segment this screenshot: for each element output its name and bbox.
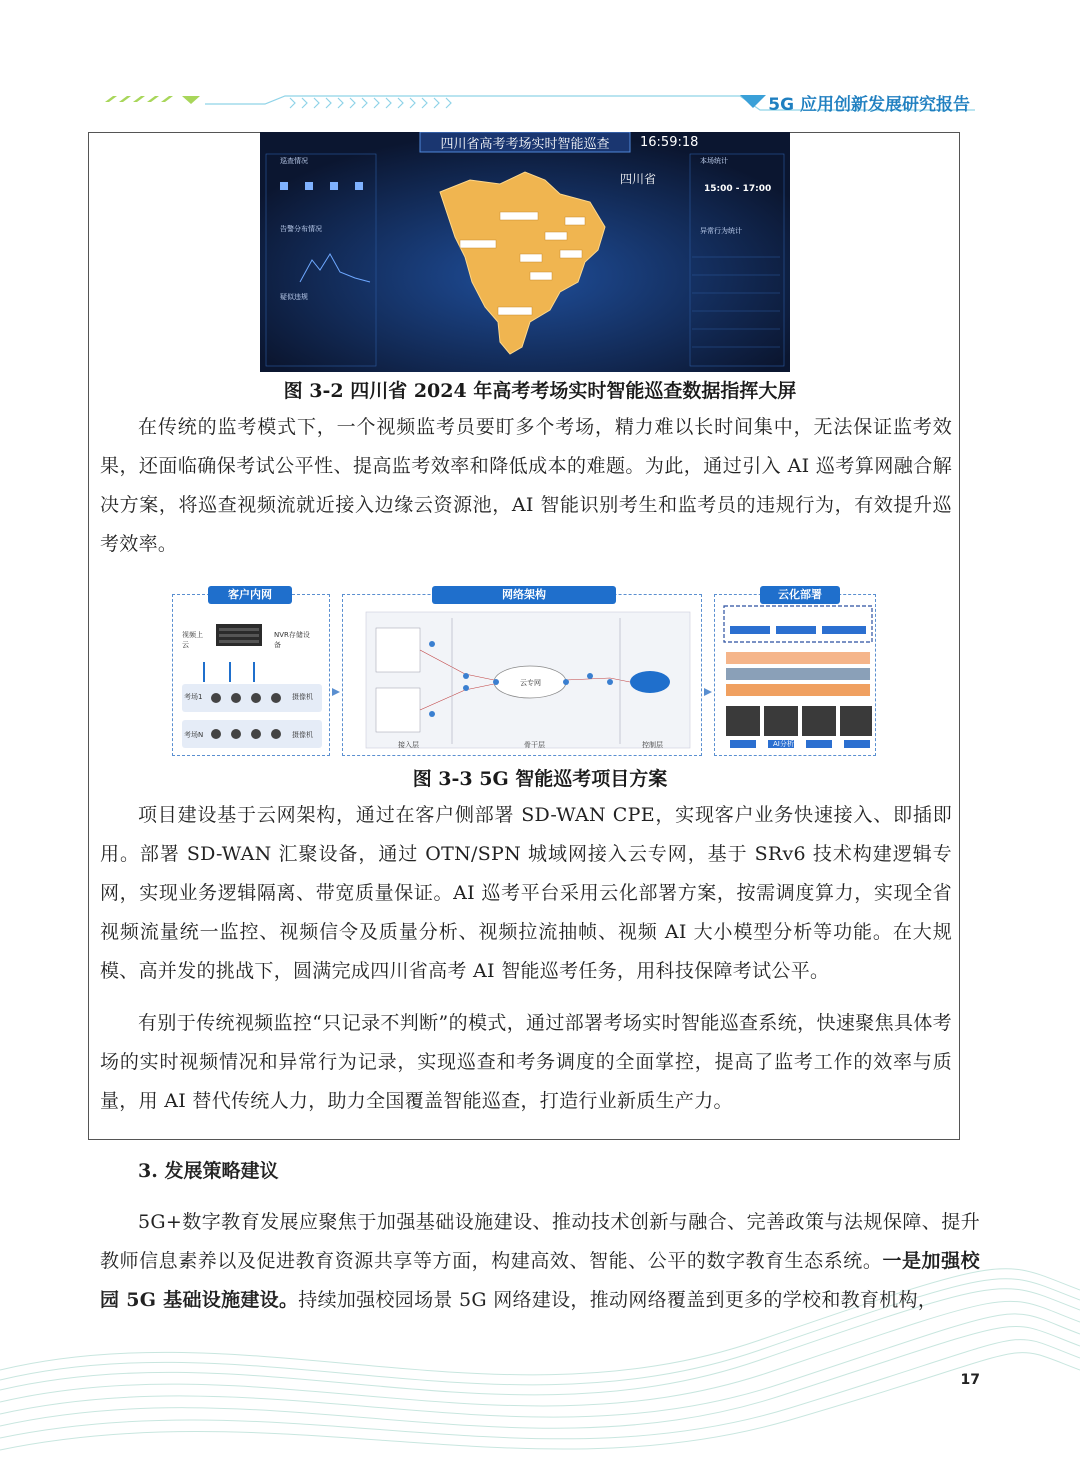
paragraph	[100, 796, 952, 991]
section-heading: 3. 发展策略建议	[138, 1160, 279, 1182]
dashboard-graphic	[260, 132, 790, 372]
dashboard-panel-label: 巡查情况	[280, 157, 308, 165]
paragraph-text-part: 5G+数字教育发展应聚焦于加强基础设施建设、推动技术创新与融合、完善政策与法规保障、提升教师信息素养以及促进教育资源共享等方面，构建高效、智能、公平的数字教育生态系统。	[100, 1211, 980, 1272]
paragraph	[100, 1004, 952, 1121]
dashboard-title: 四川省高考考场实时智能巡查	[440, 137, 610, 152]
dashboard-province: 四川省	[620, 172, 657, 186]
dashboard-panel-label: 告警分布情况	[280, 225, 322, 233]
figure-caption: 图 3-3 5G 智能巡考项目方案	[412, 768, 668, 790]
diagram-label: NVR存储设备	[274, 631, 310, 649]
dashboard-panel-label: 本场统计	[700, 157, 728, 165]
diagram-panel-title: 客户内网	[208, 586, 292, 604]
diagram-panel-title: 网络架构	[432, 586, 616, 604]
diagram-label: 控制层	[642, 741, 663, 749]
paragraph-text	[100, 1203, 980, 1320]
solution-diagram	[170, 584, 878, 760]
dashboard-panel-label: 疑似违规	[280, 293, 308, 301]
dashboard-screenshot	[260, 132, 790, 372]
paragraph	[100, 408, 952, 564]
paragraph-text: 有别于传统视频监控“只记录不判断”的模式，通过部署考场实时智能巡查系统，快速聚焦具体考场的实时视频情况和异常行为记录，实现巡查和考务调度的全面掌控，提高了监考工作的效率与质量，用 AI 替代传统人力，助力全国覆盖智能巡查，打造行业新质生产力。	[100, 1012, 952, 1112]
diagram-label: 摄像机	[292, 731, 313, 739]
header-title: 5G 应用创新发展研究报告	[768, 95, 970, 115]
diagram-label: 摄像机	[292, 693, 313, 701]
dashboard-clock: 16:59:18	[640, 135, 699, 150]
diagram-label: 骨干层	[524, 741, 545, 749]
diagram-panel-title: 云化部署	[760, 586, 840, 604]
diagram-label: 云专网	[520, 679, 541, 687]
paragraph-text-part: 持续加强校园场景 5G 网络建设，推动网络覆盖到更多的学校和教育机构，	[298, 1289, 938, 1311]
diagram-label: 视频上云	[182, 631, 203, 649]
diagram-label: AI分析	[773, 740, 794, 748]
page-number: 17	[960, 1372, 980, 1388]
dashboard-exam-time: 15:00 - 17:00	[704, 184, 772, 194]
diagram-graphic	[170, 584, 878, 760]
paragraph-bold-part: 一是加强校园 5G 基础设施建设。	[100, 1250, 980, 1311]
figure-caption: 图 3-2 四川省 2024 年高考考场实时智能巡查数据指挥大屏	[283, 380, 797, 402]
paragraph-text: 项目建设基于云网架构，通过在客户侧部署 SD-WAN CPE，实现客户业务快速接入、即插即用。部署 SD-WAN 汇聚设备，通过 OTN/SPN 城域网接入云专网，基于 SRv6 技术构建逻辑专网，实现业务逻辑隔离、带宽质量保证。AI 巡考平台采用云化部署方案，按需调度算力，实现全省视频流量统一监控、视频信令及质量分析、视频拉流抽帧、视频 AI 大小模型分析等功能。在大规模、高并发的挑战下，圆满完成四川省高考 AI 智能巡考任务，用科技保障考试公平。	[100, 804, 952, 982]
diagram-label: 考场1	[184, 693, 203, 701]
diagram-label: 接入层	[398, 741, 419, 749]
paragraph-text: 在传统的监考模式下，一个视频监考员要盯多个考场，精力难以长时间集中，无法保证监考效果，还面临确保考试公平性、提高监考效率和降低成本的难题。为此，通过引入 AI 巡考算网融合解决方案，将巡查视频流就近接入边缘云资源池，AI 智能识别考生和监考员的违规行为，有效提升巡考效率。	[100, 416, 952, 555]
paragraph	[100, 1203, 980, 1320]
page-header	[0, 80, 1080, 120]
dashboard-panel-label: 异常行为统计	[700, 227, 742, 235]
diagram-label: 考场N	[184, 731, 204, 739]
